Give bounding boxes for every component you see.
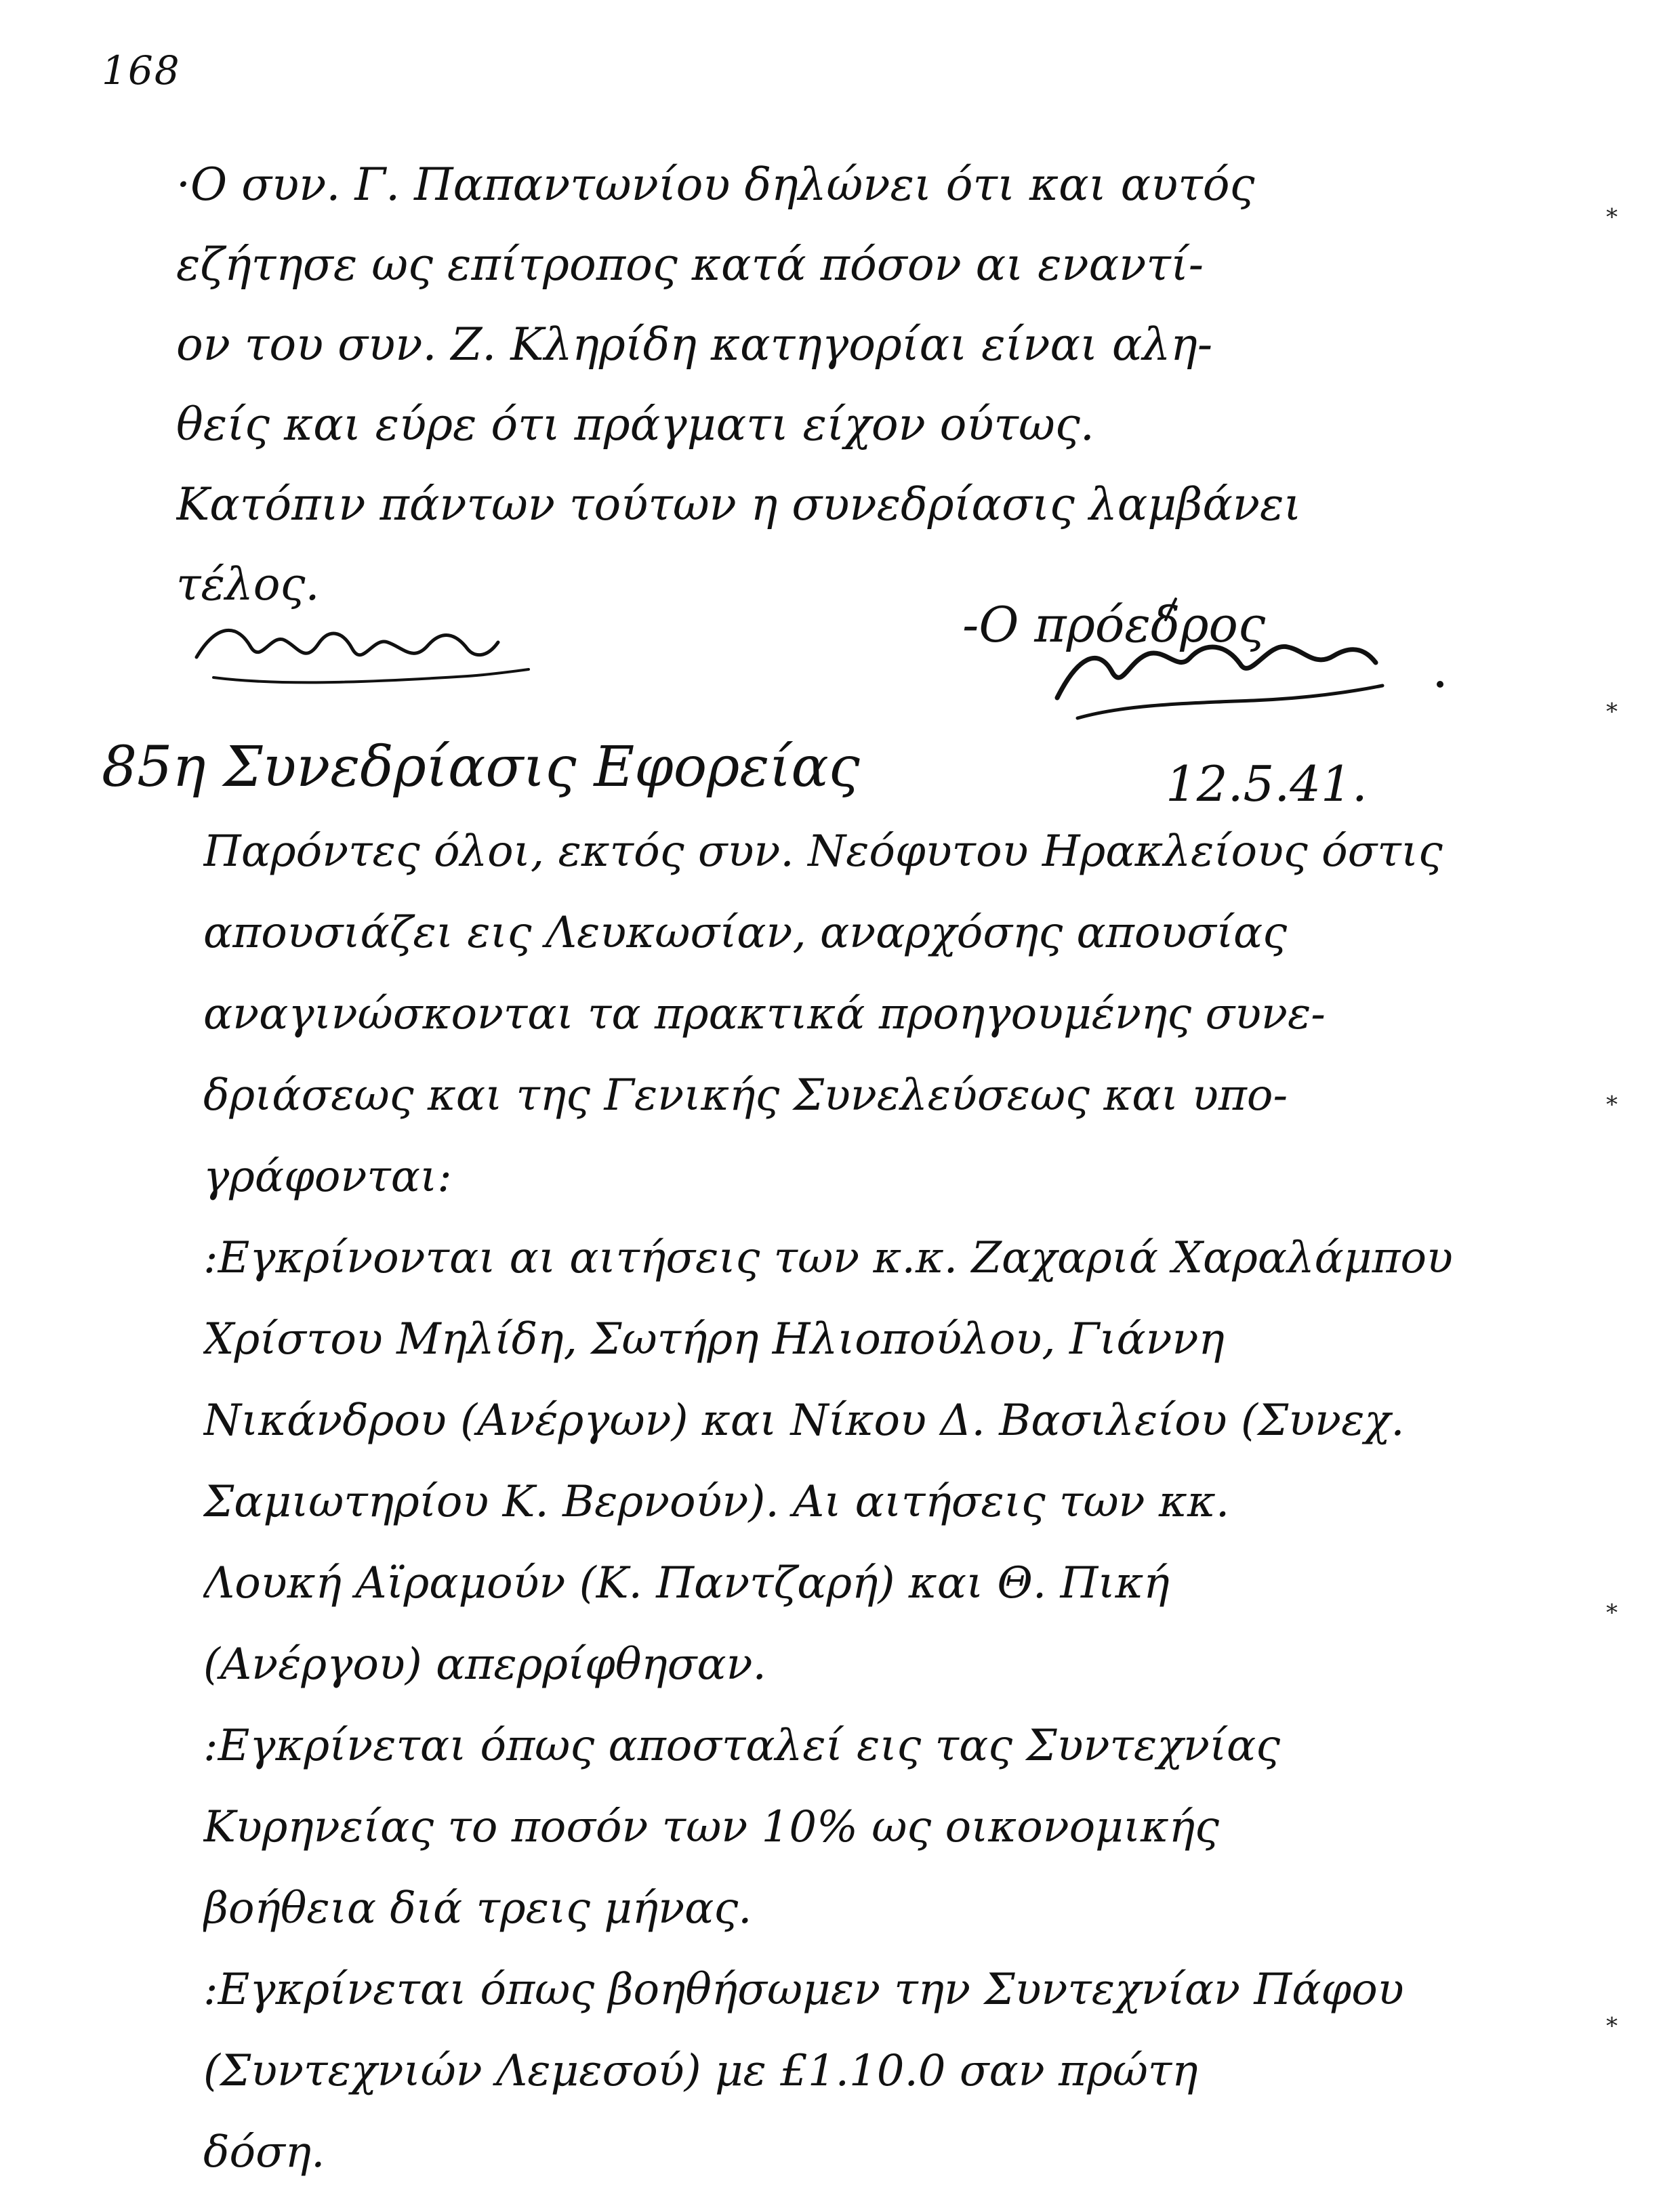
text-line: Σαμιωτηρίου Κ. Βερνούν). Αι αιτήσεις των κκ. (203, 1480, 1230, 1527)
text-line: δριάσεως και της Γενικής Συνελεύσεως και υπο- (203, 1074, 1288, 1121)
text-line: θείς και εύρε ότι πράγματι είχον ούτως. (176, 402, 1094, 451)
chair-signature-block (962, 583, 1477, 738)
margin-mark-icon: ⁎ (1606, 2005, 1618, 2032)
page-number: 168 (102, 47, 181, 93)
right-margin-marks (1606, 0, 1647, 2174)
text-line: βοήθεια διά τρεις μήνας. (203, 1887, 752, 1934)
margin-mark-icon: ⁎ (1606, 1084, 1618, 1111)
margin-mark-icon: ⁎ (1606, 196, 1618, 224)
text-line: :Εγκρίνεται όπως βοηθήσωμεν την Συντεχνίαν Πάφου (203, 1968, 1404, 2015)
text-line: Παρόντες όλοι, εκτός συν. Νεόφυτου Ηρακλείους όστις (203, 830, 1443, 877)
text-line: Κατόπιν πάντων τούτων η συνεδρίασις λαμβάνει (176, 482, 1302, 530)
text-line: Χρίστου Μηλίδη, Σωτήρη Ηλιοπούλου, Γιάννη (203, 1318, 1225, 1364)
text-line: Νικάνδρου (Ανέργων) και Νίκου Δ. Βασιλείου (Συνεχ. (203, 1399, 1405, 1446)
text-line: :Εγκρίνεται όπως αποσταλεί εις τας Συντεχνίας (203, 1724, 1281, 1771)
text-line: (Ανέργου) απερρίφθησαν. (203, 1643, 766, 1690)
text-line: αναγινώσκονται τα πρακτικά προηγουμένης συνε- (203, 993, 1326, 1039)
session-date: 12.5.41. (1166, 755, 1368, 812)
chair-signature-image (962, 583, 1477, 738)
text-line: Κυρηνείας το ποσόν των 10% ως οικονομικής (203, 1806, 1219, 1852)
text-line: εζήτησε ως επίτροπος κατά πόσον αι εναντί- (176, 243, 1204, 291)
session-minutes-text (203, 830, 1532, 2212)
text-line: :Εγκρίνονται αι αιτήσεις των κ.κ. Ζαχαριά Χαραλάμπου (203, 1236, 1453, 1283)
previous-session-text (176, 163, 1504, 642)
margin-mark-icon: ⁎ (1606, 691, 1618, 718)
margin-mark-icon: ⁎ (1606, 1592, 1618, 1619)
secretary-signature (190, 610, 542, 698)
text-line: τέλος. (176, 562, 320, 610)
text-line: Λουκή Αϊραμούν (Κ. Παντζαρή) και Θ. Πική (203, 1562, 1170, 1608)
signature-image (190, 610, 542, 698)
text-line: ον του συν. Ζ. Κληρίδη κατηγορίαι είναι αλη- (176, 322, 1213, 371)
text-line: απουσιάζει εις Λευκωσίαν, αναρχόσης απουσίας (203, 911, 1288, 958)
chair-label: -Ο πρόεδρος (962, 596, 1266, 653)
text-line: ·Ο συν. Γ. Παπαντωνίου δηλώνει ότι και αυτός (176, 163, 1255, 211)
text-line: γράφονται: (203, 1155, 452, 1202)
text-line: δόση. (203, 2131, 325, 2177)
session-title: 85η Συνεδρίασις Εφορείας (102, 735, 860, 799)
text-line: (Συντεχνιών Λεμεσού) με £1.10.0 σαν πρώτη (203, 2049, 1198, 2096)
